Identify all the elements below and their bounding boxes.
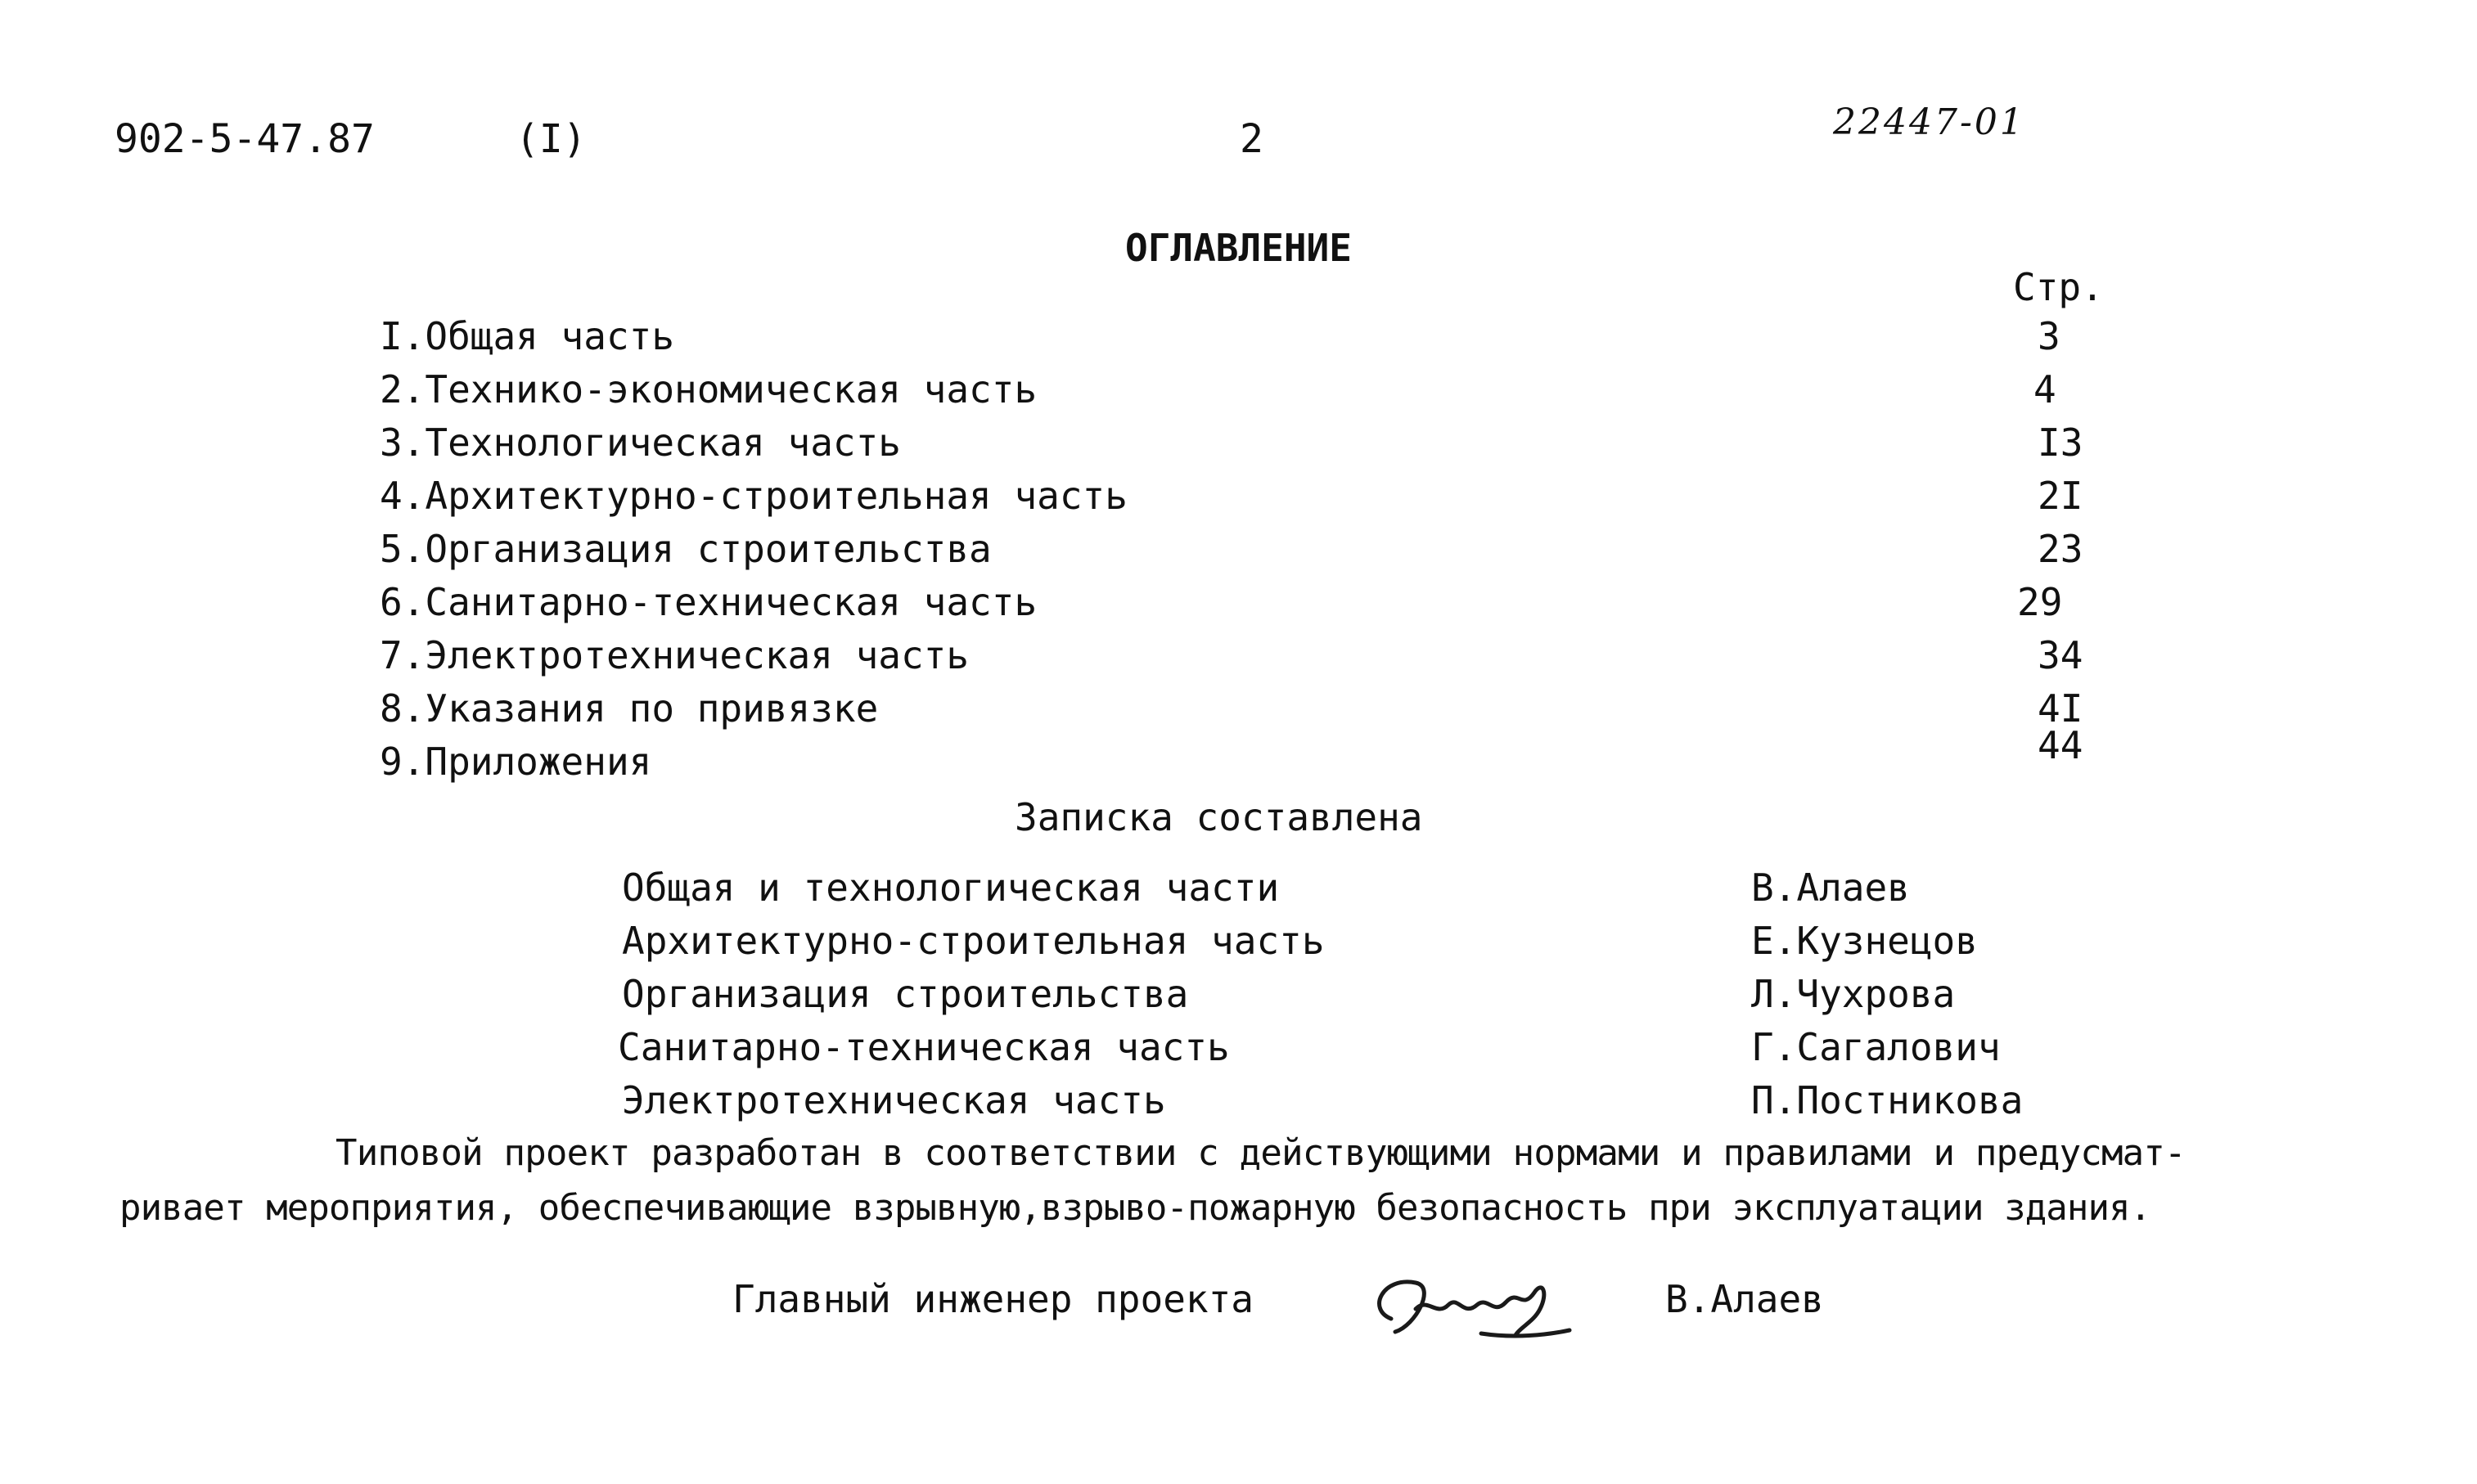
toc-item-label: 7.Электротехническая часть: [380, 633, 970, 677]
statement-line-2: ривает мероприятия, обеспечивающие взрывную,взрыво-пожарную безопасность при эксплуатации здания.: [119, 1187, 2151, 1229]
toc-item-page: 34: [2038, 633, 2083, 677]
toc-item-page: 4: [2033, 367, 2056, 411]
author-name: Г.Сагалович: [1751, 1025, 2001, 1069]
toc-page-col-label: Стр.: [2013, 265, 2104, 309]
toc-item-label: 6.Санитарно-техническая часть: [380, 580, 1038, 624]
author-name: П.Постникова: [1751, 1078, 2024, 1122]
authors-title: Записка составлена: [1015, 795, 1423, 839]
toc-item-label: 5.Организация строительства: [380, 527, 992, 571]
author-name: Е.Кузнецов: [1751, 919, 1978, 963]
inventory-number: 22447-01: [1833, 101, 2025, 143]
signoff-role: Главный инженер проекта: [732, 1277, 1254, 1321]
author-section: Организация строительства: [622, 972, 1189, 1016]
signoff-name: В.Алаев: [1665, 1277, 1824, 1321]
toc-item-label: 8.Указания по привязке: [380, 686, 879, 731]
toc-item-label: I.Общая часть: [380, 314, 675, 358]
toc-item-page: 3: [2038, 314, 2060, 358]
statement-line-1: Типовой проект разработан в соответствии с действующими нормами и правилами и предусмат-: [336, 1132, 2186, 1174]
toc-item-page: 44: [2038, 723, 2083, 767]
author-section: Санитарно-техническая часть: [618, 1025, 1230, 1069]
toc-item-page: 2I: [2038, 474, 2083, 518]
toc-item-label: 3.Технологическая часть: [380, 420, 901, 465]
toc-item-page: 23: [2038, 527, 2083, 571]
signature: [1358, 1260, 1588, 1350]
toc-item-page: 29: [2017, 580, 2063, 624]
page-number: 2: [1240, 116, 1263, 162]
toc-item-label: 9.Приложения: [380, 740, 652, 784]
part-number: (I): [516, 116, 587, 162]
doc-code: 902-5-47.87: [115, 116, 375, 162]
toc-item-page: I3: [2038, 420, 2083, 465]
toc-item-label: 4.Архитектурно-строительная часть: [380, 474, 1128, 518]
author-section: Общая и технологическая части: [622, 866, 1280, 910]
author-section: Электротехническая часть: [622, 1078, 1166, 1122]
author-section: Архитектурно-строительная часть: [622, 919, 1325, 963]
author-name: Л.Чухрова: [1751, 972, 1956, 1016]
toc-title: ОГЛАВЛЕНИЕ: [1125, 226, 1352, 270]
toc-item-label: 2.Технико-экономическая часть: [380, 367, 1038, 411]
toc-item-page: 4I: [2038, 686, 2083, 731]
author-name: В.Алаев: [1751, 866, 1910, 910]
